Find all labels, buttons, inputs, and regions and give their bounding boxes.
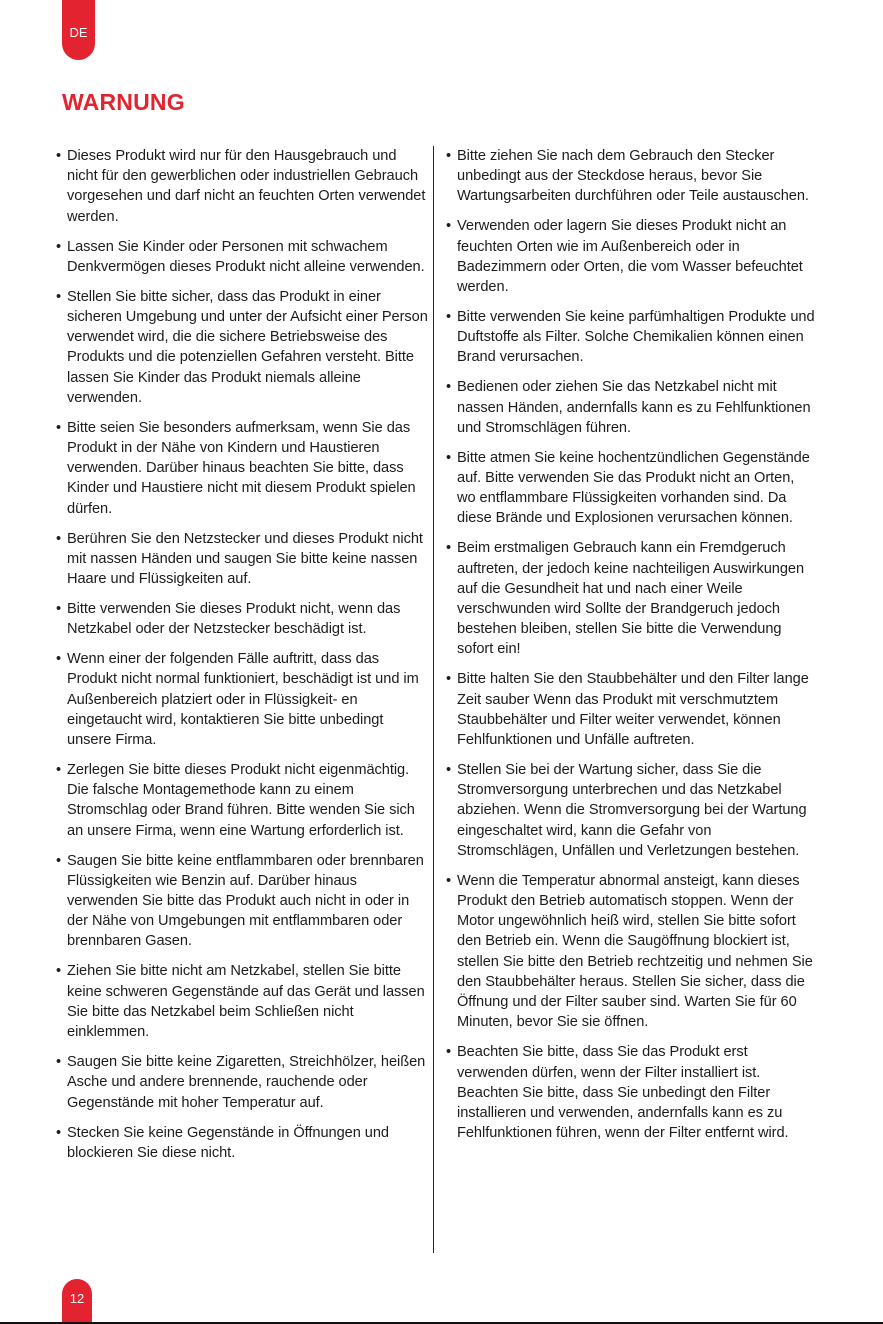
warning-item [56,1052,428,1113]
warning-item [446,669,816,750]
warning-text: Bitte seien Sie besonders aufmerksam, wenn Sie das Produkt in der Nähe von Kindern und Haustieren verwenden. Darüber hinaus beachten Sie bitte, dass Kinder und Haustiere nicht mit diesem Produkt spielen dürfen. [67,419,416,517]
warning-item [446,760,816,861]
bullet-icon: • [446,148,452,164]
page-number-tab [62,1279,92,1324]
warning-text: Beachten Sie bitte, dass Sie das Produkt erst verwenden dürfen, wenn der Filter installiert ist. Beachten Sie bitte, dass Sie unbedingt den Filter installieren und verwenden, andernfalls kann es zu Fehlfunktionen führen, wenn der Filter entfernt wird. [457,1044,789,1142]
warning-text: Bitte verwenden Sie dieses Produkt nicht, wenn das Netzkabel oder der Netzstecker beschädigt ist. [67,601,401,638]
warning-item [446,307,816,368]
bullet-icon: • [446,762,452,779]
warning-item [56,961,428,1042]
left-warning-list [56,146,428,1173]
warning-text: Wenn die Temperatur abnormal ansteigt, kann dieses Produkt den Betrieb automatisch stoppen. Wenn der Motor ungewöhnlich heiß wird, stellen Sie bitte sofort den Betrieb ein. Wenn die Saugöffnung blockiert ist, stellen Sie bitte den Betrieb rechtzeitig und nehmen Sie den Staubbehälter heraus. Stellen Sie sicher, dass die Öffnung und der Filter sauber sind. Warten Sie für 60 Minuten, bevor Sie sie öffnen. [457,872,813,1031]
warning-item [56,146,428,227]
bullet-icon: • [56,762,62,779]
bullet-icon: • [56,419,62,436]
bullet-icon: • [56,530,62,547]
warning-text: Wenn einer der folgenden Fälle auftritt, dass das Produkt nicht normal funktioniert, beschädigt ist und im Außenbereich platziert oder in Flüssigkeit- en eingetaucht wird, kontaktieren Sie bitte unbedingt unsere Firma. [67,651,419,749]
warning-item [56,599,428,639]
bullet-icon: • [56,651,62,668]
warning-item [56,851,428,952]
bullet-icon: • [56,963,62,980]
warning-item [446,216,816,297]
warning-item [446,1042,816,1143]
page-number: 12 [69,1291,85,1306]
page-title: WARNUNG [62,89,185,115]
bullet-icon: • [56,852,62,869]
language-label: DE [69,24,88,40]
warning-text: Lassen Sie Kinder oder Personen mit schwachem Denkvermögen dieses Produkt nicht alleine verwenden. [67,238,425,275]
warning-text: Stellen Sie bei der Wartung sicher, dass Sie die Stromversorgung unterbrechen und das Netzkabel abziehen. Wenn die Stromversorgung bei der Wartung eingeschaltet wird, kann die Gefahr von Stromschlägen, Unfällen und Verletzungen bestehen. [457,762,807,859]
bullet-icon: • [446,872,452,889]
warning-item [56,418,428,519]
warning-text: Stecken Sie keine Gegenstände in Öffnungen und blockieren Sie diese nicht. [67,1124,389,1161]
warning-text: Verwenden oder lagern Sie dieses Produkt nicht an feuchten Orten wie im Außenbereich oder in Badezimmern oder Orten, die vom Wasser befeuchtet werden. [457,218,803,296]
warning-item [446,871,816,1033]
column-divider [433,146,434,1253]
warning-text: Beim erstmaligen Gebrauch kann ein Fremdgeruch auftreten, der jedoch keine nachteiligen Auswirkungen auf die Gesundheit hat und nach einer Weile verschwunden wird Sollte der Brandgeruch jedoch bestehen bleiben, stellen Sie bitte die Verwendung sofort ein! [457,540,805,658]
bullet-icon: • [56,288,62,305]
bullet-icon: • [446,309,452,326]
warning-text: Bedienen oder ziehen Sie das Netzkabel nicht mit nassen Händen, andernfalls kann es zu Fehlfunktionen und Stromschlägen führen. [457,379,811,436]
warning-text: Bitte verwenden Sie keine parfümhaltigen Produkte und Duftstoffe als Filter. Solche Chemikalien können einen Brand verursachen. [457,309,815,366]
warning-text: Ziehen Sie bitte nicht am Netzkabel, stellen Sie bitte keine schweren Gegenstände auf das Gerät und lassen Sie bitte das Netzkabel beim Schließen nicht einklemmen. [67,963,425,1041]
language-tab [62,0,95,60]
warning-item [446,146,816,207]
right-warning-list [446,146,816,1153]
warning-text: Stellen Sie bitte sicher, dass das Produkt in einer sicheren Umgebung und unter der Aufsicht einer Person verwendet wird, die die sichere Betriebsweise des Produkts und die potenziellen Gefahren versteht. Bitte lassen Sie Kinder das Produkt niemals alleine verwenden. [67,288,428,406]
warning-item [446,538,816,659]
warning-item [56,287,428,408]
warning-text: Zerlegen Sie bitte dieses Produkt nicht eigenmächtig. Die falsche Montagemethode kann zu einem Stromschlag oder Brand führen. Bitte wenden Sie sich an unsere Firma, wenn eine Wartung erforderlich ist. [67,762,415,839]
warning-item [56,1123,428,1163]
warning-text: Bitte ziehen Sie nach dem Gebrauch den Stecker unbedingt aus der Steckdose heraus, bevor Sie Wartungsarbeiten durchführen oder Teile austauschen. [457,148,809,205]
warning-text: Saugen Sie bitte keine Zigaretten, Streichhölzer, heißen Asche und andere brennende, rauchende oder Gegenstände mit hoher Temperatur auf. [67,1054,426,1111]
bullet-icon: • [446,671,452,688]
warning-item [56,649,428,750]
bullet-icon: • [56,1054,62,1071]
warning-item [56,760,428,841]
warning-text: Bitte halten Sie den Staubbehälter und den Filter lange Zeit sauber Wenn das Produkt mit verschmutztem Staubbehälter und Filter weiter verwendet, können Fehlfunktionen und Unfälle auftreten. [457,671,809,749]
warning-item [446,448,816,529]
bullet-icon: • [56,1124,62,1141]
bullet-icon: • [446,379,452,396]
bullet-icon: • [446,1044,452,1061]
warning-text: Saugen Sie bitte keine entflammbaren oder brennbaren Flüssigkeiten wie Benzin auf. Darüber hinaus verwenden Sie bitte das Produkt auch nicht in oder in der Nähe von Umgebungen mit entflammbaren oder brennbaren Gasen. [67,852,424,950]
warning-item [56,529,428,590]
bullet-icon: • [56,148,62,164]
warning-item [446,377,816,438]
warning-text: Bitte atmen Sie keine hochentzündlichen Gegenstände auf. Bitte verwenden Sie das Produkt nicht an Orten, wo entflammbare Flüssigkeiten vorhanden sind. Da diese Brände und Explosionen verursachen können. [457,449,810,527]
warning-text: Berühren Sie den Netzstecker und dieses Produkt nicht mit nassen Händen und saugen Sie bitte keine nassen Haare und Flüssigkeiten auf. [67,530,423,588]
bullet-icon: • [56,601,62,618]
bullet-icon: • [56,238,62,255]
bullet-icon: • [446,540,452,557]
warning-text: Dieses Produkt wird nur für den Hausgebrauch und nicht für den gewerblichen oder industriellen Gebrauch vorgesehen und darf nicht an feuchten Orten verwendet werden. [67,148,426,225]
bullet-icon: • [446,218,452,235]
warning-item [56,237,428,277]
bullet-icon: • [446,449,452,466]
